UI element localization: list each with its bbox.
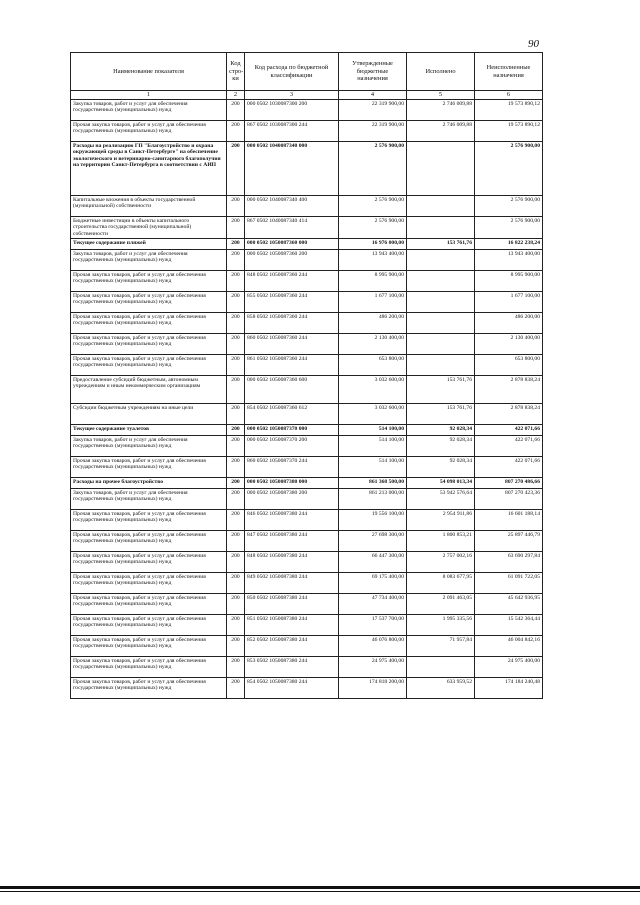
row-approved-amount: 2 576 900,00 (339, 141, 407, 195)
row-approved-amount: 514 100,00 (339, 456, 407, 477)
row-remaining-amount: 24 975 400,00 (475, 656, 543, 677)
bottom-border-line-thin (0, 891, 640, 892)
row-line-code: 200 (227, 530, 245, 551)
row-classification-code: 861 0502 1050087360 244 (245, 354, 339, 375)
row-classification-code: 847 0502 1050087380 244 (245, 530, 339, 551)
row-executed-amount: 2 746 009,88 (407, 99, 475, 120)
row-remaining-amount: 15 542 364,44 (475, 614, 543, 635)
header-line-code: Код стро-ки (227, 53, 245, 91)
table-row (71, 354, 543, 375)
table-row (71, 551, 543, 572)
row-classification-code: 852 0502 1050087380 244 (245, 635, 339, 656)
row-executed-amount: 71 957,84 (407, 635, 475, 656)
row-remaining-amount: 19 573 890,12 (475, 99, 543, 120)
row-approved-amount: 8 995 900,00 (339, 270, 407, 291)
row-classification-code: 000 0502 1050087370 000 (245, 424, 339, 435)
row-executed-amount (407, 270, 475, 291)
row-name: Прочая закупка товаров, работ и услуг для обеспечения государственных (муниципальных) нужд (71, 656, 227, 677)
row-approved-amount: 861 368 500,00 (339, 477, 407, 488)
table-row (71, 99, 543, 120)
row-classification-code: 855 0502 1050087360 244 (245, 291, 339, 312)
row-remaining-amount: 8 995 900,00 (475, 270, 543, 291)
row-line-code: 200 (227, 593, 245, 614)
table-row (71, 509, 543, 530)
row-remaining-amount: 61 091 722,05 (475, 572, 543, 593)
row-classification-code: 854 0502 1050087360 612 (245, 403, 339, 424)
row-name: Прочая закупка товаров, работ и услуг для обеспечения государственных (муниципальных) нужд (71, 593, 227, 614)
row-classification-code: 000 0502 1050087360 000 (245, 238, 339, 249)
row-remaining-amount: 486 200,00 (475, 312, 543, 333)
row-line-code: 200 (227, 677, 245, 698)
table-row (71, 614, 543, 635)
row-remaining-amount: 1 677 100,00 (475, 291, 543, 312)
row-remaining-amount: 13 943 400,00 (475, 249, 543, 270)
row-executed-amount (407, 141, 475, 195)
row-approved-amount: 653 800,00 (339, 354, 407, 375)
row-name: Прочая закупка товаров, работ и услуг для обеспечения государственных (муниципальных) нужд (71, 530, 227, 551)
row-executed-amount: 92 028,34 (407, 435, 475, 456)
row-name: Прочая закупка товаров, работ и услуг для обеспечения государственных (муниципальных) нужд (71, 572, 227, 593)
row-executed-amount (407, 656, 475, 677)
table-row (71, 656, 543, 677)
row-line-code: 200 (227, 488, 245, 509)
row-approved-amount: 13 943 400,00 (339, 249, 407, 270)
row-executed-amount: 2 746 009,88 (407, 120, 475, 141)
row-executed-amount (407, 216, 475, 238)
table-row (71, 635, 543, 656)
header-remaining: Неисполненные назначения (475, 53, 543, 91)
row-classification-code: 867 0502 1030087300 244 (245, 120, 339, 141)
header-classification-code: Код расхода по бюджетной классификации (245, 53, 339, 91)
row-line-code: 200 (227, 249, 245, 270)
row-classification-code: 860 0502 1050087360 244 (245, 333, 339, 354)
row-remaining-amount: 653 800,00 (475, 354, 543, 375)
row-executed-amount (407, 354, 475, 375)
row-line-code: 200 (227, 572, 245, 593)
row-classification-code: 000 0502 1050087360 600 (245, 375, 339, 403)
table-row (71, 375, 543, 403)
row-name: Прочая закупка товаров, работ и услуг для обеспечения государственных (муниципальных) нужд (71, 635, 227, 656)
row-classification-code: 860 0502 1050087370 244 (245, 456, 339, 477)
row-approved-amount: 16 976 000,00 (339, 238, 407, 249)
row-line-code: 200 (227, 195, 245, 216)
row-approved-amount: 861 213 000,00 (339, 488, 407, 509)
column-number: 4 (339, 91, 407, 100)
row-approved-amount: 69 175 400,00 (339, 572, 407, 593)
row-name: Капитальные вложения в объекты государственной (муниципальной) собственности (71, 195, 227, 216)
table-row (71, 333, 543, 354)
page-number: 90 (528, 38, 539, 50)
row-approved-amount: 22 319 900,00 (339, 99, 407, 120)
row-executed-amount: 92 028,34 (407, 456, 475, 477)
row-approved-amount: 2 130 400,00 (339, 333, 407, 354)
row-executed-amount (407, 249, 475, 270)
row-classification-code: 000 0502 1050087380 000 (245, 477, 339, 488)
table-row (71, 270, 543, 291)
row-remaining-amount: 2 576 900,00 (475, 216, 543, 238)
row-line-code: 200 (227, 312, 245, 333)
row-remaining-amount: 2 878 838,24 (475, 375, 543, 403)
row-classification-code: 867 0502 1040087340 414 (245, 216, 339, 238)
row-executed-amount: 53 942 576,64 (407, 488, 475, 509)
row-remaining-amount: 19 573 890,12 (475, 120, 543, 141)
row-remaining-amount: 2 576 900,00 (475, 141, 543, 195)
row-classification-code: 000 0502 1050087370 200 (245, 435, 339, 456)
row-line-code: 200 (227, 354, 245, 375)
row-executed-amount: 1 995 335,56 (407, 614, 475, 635)
column-number: 3 (245, 91, 339, 100)
row-remaining-amount: 16 601 188,14 (475, 509, 543, 530)
row-line-code: 200 (227, 477, 245, 488)
row-classification-code: 849 0502 1050087380 244 (245, 572, 339, 593)
row-name: Прочая закупка товаров, работ и услуг для обеспечения государственных (муниципальных) нужд (71, 120, 227, 141)
row-line-code: 200 (227, 216, 245, 238)
table-row (71, 216, 543, 238)
row-executed-amount: 1 800 853,21 (407, 530, 475, 551)
row-remaining-amount: 46 004 842,16 (475, 635, 543, 656)
row-executed-amount (407, 195, 475, 216)
row-remaining-amount: 25 897 446,79 (475, 530, 543, 551)
row-line-code: 200 (227, 99, 245, 120)
row-approved-amount: 2 576 900,00 (339, 216, 407, 238)
row-approved-amount: 514 100,00 (339, 435, 407, 456)
table-row (71, 456, 543, 477)
table-row (71, 488, 543, 509)
row-line-code: 200 (227, 635, 245, 656)
row-approved-amount: 22 319 900,00 (339, 120, 407, 141)
row-line-code: 200 (227, 403, 245, 424)
row-name: Прочая закупка товаров, работ и услуг для обеспечения государственных (муниципальных) нужд (71, 677, 227, 698)
header-approved: Утвержденные бюджетные назначения (339, 53, 407, 91)
row-approved-amount: 47 734 400,00 (339, 593, 407, 614)
row-line-code: 200 (227, 424, 245, 435)
table-row (71, 572, 543, 593)
row-executed-amount: 2 091 463,05 (407, 593, 475, 614)
row-name: Текущее содержание туалетов (71, 424, 227, 435)
row-name: Закупка товаров, работ и услуг для обеспечения государственных (муниципальных) нужд (71, 249, 227, 270)
row-executed-amount: 153 761,76 (407, 403, 475, 424)
table-row (71, 195, 543, 216)
row-line-code: 200 (227, 375, 245, 403)
row-executed-amount: 633 959,52 (407, 677, 475, 698)
row-name: Бюджетные инвестиции в объекты капитального строительства государственной (муниципальной) собственности (71, 216, 227, 238)
row-approved-amount: 3 032 600,00 (339, 375, 407, 403)
row-name: Текущее содержание пляжей (71, 238, 227, 249)
table-row (71, 249, 543, 270)
row-remaining-amount: 2 130 400,00 (475, 333, 543, 354)
table-row (71, 435, 543, 456)
row-name: Прочая закупка товаров, работ и услуг для обеспечения государственных (муниципальных) нужд (71, 614, 227, 635)
row-classification-code: 000 0502 1050087360 200 (245, 249, 339, 270)
row-remaining-amount: 174 184 240,48 (475, 677, 543, 698)
row-line-code: 200 (227, 456, 245, 477)
row-remaining-amount: 422 071,66 (475, 435, 543, 456)
row-executed-amount: 2 954 911,86 (407, 509, 475, 530)
row-name: Субсидии бюджетным учреждениям на иные цели (71, 403, 227, 424)
row-name: Предоставление субсидий бюджетным, автономным учреждениям и иным некоммерческим организациям (71, 375, 227, 403)
row-line-code: 200 (227, 551, 245, 572)
column-number: 6 (475, 91, 543, 100)
row-executed-amount (407, 333, 475, 354)
header-row (71, 53, 543, 91)
row-executed-amount: 153 761,76 (407, 375, 475, 403)
row-name: Прочая закупка товаров, работ и услуг для обеспечения государственных (муниципальных) нужд (71, 456, 227, 477)
column-number: 5 (407, 91, 475, 100)
row-approved-amount: 514 100,00 (339, 424, 407, 435)
row-approved-amount: 174 818 200,00 (339, 677, 407, 698)
row-remaining-amount: 2 878 838,24 (475, 403, 543, 424)
row-line-code: 200 (227, 291, 245, 312)
header-indicator-name: Наименование показателя (71, 53, 227, 91)
table-row (71, 238, 543, 249)
table-row (71, 477, 543, 488)
row-classification-code: 000 0502 1050087380 200 (245, 488, 339, 509)
row-executed-amount: 8 083 677,95 (407, 572, 475, 593)
row-line-code: 200 (227, 120, 245, 141)
table-row (71, 120, 543, 141)
row-executed-amount: 2 757 002,16 (407, 551, 475, 572)
row-classification-code: 858 0502 1050087360 244 (245, 312, 339, 333)
table-body (71, 99, 543, 698)
table-row (71, 530, 543, 551)
row-approved-amount: 2 576 900,00 (339, 195, 407, 216)
row-remaining-amount: 422 071,66 (475, 456, 543, 477)
bottom-border-line (0, 886, 640, 889)
row-approved-amount: 24 975 400,00 (339, 656, 407, 677)
row-line-code: 200 (227, 614, 245, 635)
row-remaining-amount: 63 690 297,84 (475, 551, 543, 572)
row-approved-amount: 486 200,00 (339, 312, 407, 333)
table-row (71, 424, 543, 435)
row-executed-amount: 92 028,34 (407, 424, 475, 435)
row-approved-amount: 46 076 800,00 (339, 635, 407, 656)
row-classification-code: 000 0502 1040087340 000 (245, 141, 339, 195)
column-number: 2 (227, 91, 245, 100)
row-line-code: 200 (227, 656, 245, 677)
row-approved-amount: 19 556 100,00 (339, 509, 407, 530)
row-name: Закупка товаров, работ и услуг для обеспечения государственных (муниципальных) нужд (71, 488, 227, 509)
row-name: Закупка товаров, работ и услуг для обеспечения государственных (муниципальных) нужд (71, 99, 227, 120)
row-name: Расходы на реализацию ГП "Благоустройство и охрана окружающей среды в Санкт-Петербурге" на обеспечение экологического и ветеринарно-санитарного благополучия на территории Санкт-Петербурга в соответствии с АИП (71, 141, 227, 195)
table-row (71, 593, 543, 614)
row-line-code: 200 (227, 435, 245, 456)
row-remaining-amount: 45 642 936,95 (475, 593, 543, 614)
row-remaining-amount: 422 071,66 (475, 424, 543, 435)
row-classification-code: 853 0502 1050087380 244 (245, 656, 339, 677)
column-number-row (71, 91, 543, 100)
row-line-code: 200 (227, 509, 245, 530)
row-executed-amount: 153 761,76 (407, 238, 475, 249)
row-line-code: 200 (227, 141, 245, 195)
row-remaining-amount: 16 822 238,24 (475, 238, 543, 249)
row-classification-code: 848 0502 1050087360 244 (245, 270, 339, 291)
row-line-code: 200 (227, 270, 245, 291)
row-classification-code: 854 0502 1050087380 244 (245, 677, 339, 698)
row-classification-code: 846 0502 1050087380 244 (245, 509, 339, 530)
row-name: Прочая закупка товаров, работ и услуг для обеспечения государственных (муниципальных) нужд (71, 333, 227, 354)
row-approved-amount: 1 677 100,00 (339, 291, 407, 312)
row-classification-code: 850 0502 1050087380 244 (245, 593, 339, 614)
table-row (71, 141, 543, 195)
row-line-code: 200 (227, 333, 245, 354)
row-name: Прочая закупка товаров, работ и услуг для обеспечения государственных (муниципальных) нужд (71, 270, 227, 291)
row-approved-amount: 17 537 700,00 (339, 614, 407, 635)
row-name: Прочая закупка товаров, работ и услуг для обеспечения государственных (муниципальных) нужд (71, 551, 227, 572)
row-remaining-amount: 807 270 423,36 (475, 488, 543, 509)
column-number: 1 (71, 91, 227, 100)
row-name: Прочая закупка товаров, работ и услуг для обеспечения государственных (муниципальных) нужд (71, 354, 227, 375)
row-remaining-amount: 2 576 900,00 (475, 195, 543, 216)
row-executed-amount (407, 312, 475, 333)
row-approved-amount: 27 698 300,00 (339, 530, 407, 551)
table-row (71, 403, 543, 424)
table-row (71, 677, 543, 698)
row-classification-code: 851 0502 1050087380 244 (245, 614, 339, 635)
row-line-code: 200 (227, 238, 245, 249)
row-name: Закупка товаров, работ и услуг для обеспечения государственных (муниципальных) нужд (71, 435, 227, 456)
table-row (71, 312, 543, 333)
row-approved-amount: 66 447 300,00 (339, 551, 407, 572)
header-executed: Исполнено (407, 53, 475, 91)
row-classification-code: 848 0502 1050087380 244 (245, 551, 339, 572)
row-name: Прочая закупка товаров, работ и услуг для обеспечения государственных (муниципальных) нужд (71, 312, 227, 333)
row-classification-code: 000 0502 1040087340 400 (245, 195, 339, 216)
row-name: Прочая закупка товаров, работ и услуг для обеспечения государственных (муниципальных) нужд (71, 291, 227, 312)
row-name: Прочая закупка товаров, работ и услуг для обеспечения государственных (муниципальных) нужд (71, 509, 227, 530)
row-executed-amount: 54 098 013,34 (407, 477, 475, 488)
budget-execution-table (70, 52, 543, 699)
row-executed-amount (407, 291, 475, 312)
row-remaining-amount: 807 270 486,66 (475, 477, 543, 488)
row-name: Расходы на прочее благоустройство (71, 477, 227, 488)
table-row (71, 291, 543, 312)
row-approved-amount: 3 032 600,00 (339, 403, 407, 424)
row-classification-code: 000 0502 1030087300 200 (245, 99, 339, 120)
